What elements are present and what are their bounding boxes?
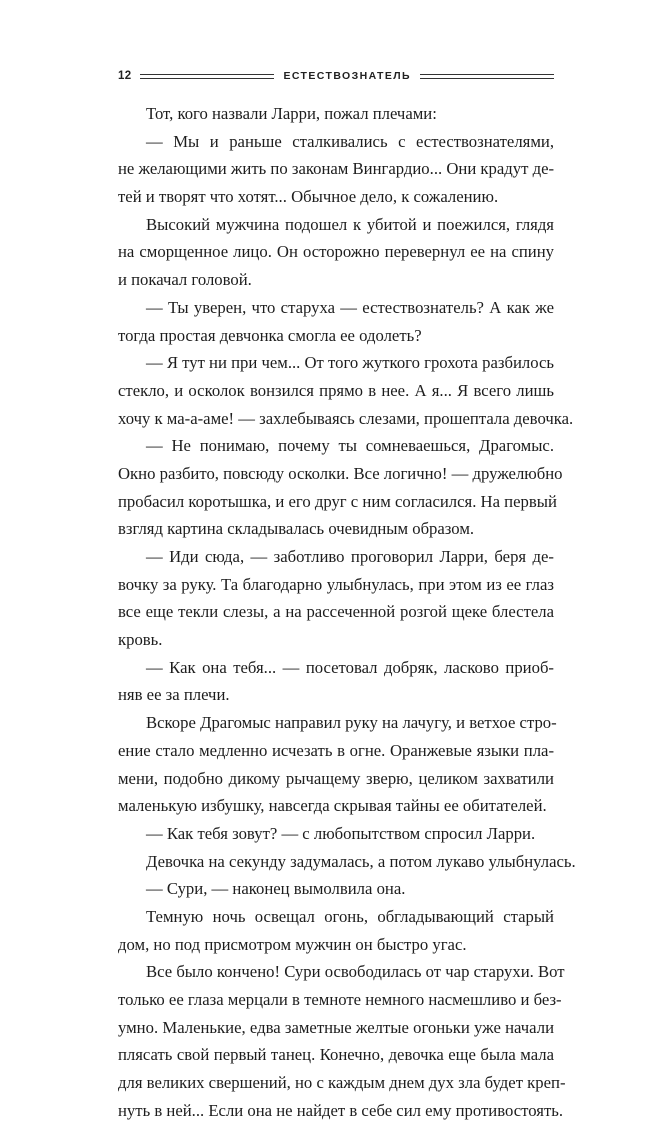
text-line: и покачал головой. [118, 270, 252, 290]
text-line: ение стало медленно исчезать в огне. Оранжевые языки пла- [118, 740, 554, 760]
text-line: взгляд картина складывалась очевидным образом. [118, 519, 475, 539]
text-line: Темную ночь освещал огонь, обгладывающий старый [146, 906, 554, 926]
paragraph [118, 820, 554, 848]
text-line: Окно разбито, повсюду осколки. Все логично! — дружелюбно [118, 463, 563, 483]
paragraph [118, 128, 554, 211]
text-line: не желающими жить по законам Вингардио... Они крадут де- [118, 159, 555, 179]
text-line: — Мы и раньше сталкивались с естествознателями, [146, 131, 554, 151]
header-rule-left [140, 74, 274, 79]
text-line: Высокий мужчина подошел к убитой и поежился, глядя [146, 214, 554, 234]
text-line: маленькую избушку, навсегда скрывая тайны ее обитателей. [118, 796, 547, 816]
header-rule-right [420, 74, 554, 79]
paragraph [118, 211, 554, 294]
running-head [118, 68, 554, 84]
paragraph [118, 848, 576, 876]
paragraph [118, 958, 566, 1124]
paragraph [118, 349, 574, 432]
paragraph [118, 543, 554, 654]
text-line: тогда простая девчонка смогла ее одолеть? [118, 325, 422, 345]
text-line: хочу к ма-а-аме! — захлебываясь слезами, прошептала девочка. [118, 408, 574, 428]
text-line: няв ее за плечи. [118, 685, 230, 705]
running-title: ЕСТЕСТВОЗНАТЕЛЬ [283, 70, 411, 82]
text-line: — Как тебя зовут? — с любопытством спросил Ларри. [146, 823, 536, 843]
text-line: Девочка на секунду задумалась, а потом лукаво улыбнулась. [146, 851, 576, 871]
text-line: все еще текли слезы, а на рассеченной розгой щеке блестела [118, 602, 554, 622]
paragraph [118, 100, 554, 128]
text-line: только ее глаза мерцали в темноте немного насмешливо и без- [118, 990, 562, 1009]
text-line: для великих свершений, но с каждым днем дух зла будет креп- [118, 1073, 566, 1093]
body-text [118, 100, 576, 1124]
text-line: — Ты уверен, что старуха — естествознатель? А как же [146, 297, 554, 317]
paragraph [118, 903, 554, 958]
paragraph [118, 875, 554, 903]
text-line: — Я тут ни при чем... От того жуткого грохота разбилось [146, 353, 554, 373]
text-line: нуть в ней... Если она не найдет в себе сил ему противостоять. [118, 1100, 564, 1120]
text-line: — Иди сюда, — заботливо проговорил Ларри, беря де- [146, 547, 554, 566]
text-line: Тот, кого назвали Ларри, пожал плечами: [146, 104, 437, 123]
paragraph [118, 709, 557, 820]
paragraph [118, 654, 554, 709]
text-line: — Как она тебя... — посетовал добряк, ласково приоб- [146, 657, 554, 677]
text-line: стекло, и осколок вонзился прямо в нее. А я... Я всего лишь [118, 380, 554, 400]
page-number: 12 [118, 70, 132, 82]
text-line: умно. Маленькие, едва заметные желтые огоньки уже начали [118, 1017, 554, 1037]
text-line: плясать свой первый танец. Конечно, девочка еще была мала [118, 1045, 554, 1065]
text-line: мени, подобно дикому рычащему зверю, целиком захватили [118, 768, 554, 788]
text-line: тей и творят что хотят... Обычное дело, к сожалению. [118, 187, 499, 207]
text-line: — Сури, — наконец вымолвила она. [146, 879, 406, 899]
paragraph [118, 432, 563, 543]
text-line: Все было кончено! Сури освободилась от чар старухи. Вот [146, 962, 565, 982]
text-line: кровь. [118, 630, 163, 650]
text-line: пробасил коротышка, и его друг с ним согласился. На первый [118, 491, 557, 511]
text-line: вочку за руку. Та благодарно улыбнулась, при этом из ее глаз [118, 574, 554, 594]
text-line: дом, но под присмотром мужчин он быстро угас. [118, 934, 467, 954]
text-line: на сморщенное лицо. Он осторожно перевернул ее на спину [118, 242, 554, 262]
text-line: Вскоре Драгомыс направил руку на лачугу, и ветхое стро- [146, 713, 557, 733]
text-line: — Не понимаю, почему ты сомневаешься, Драгомыс. [146, 436, 554, 456]
paragraph [118, 294, 554, 349]
